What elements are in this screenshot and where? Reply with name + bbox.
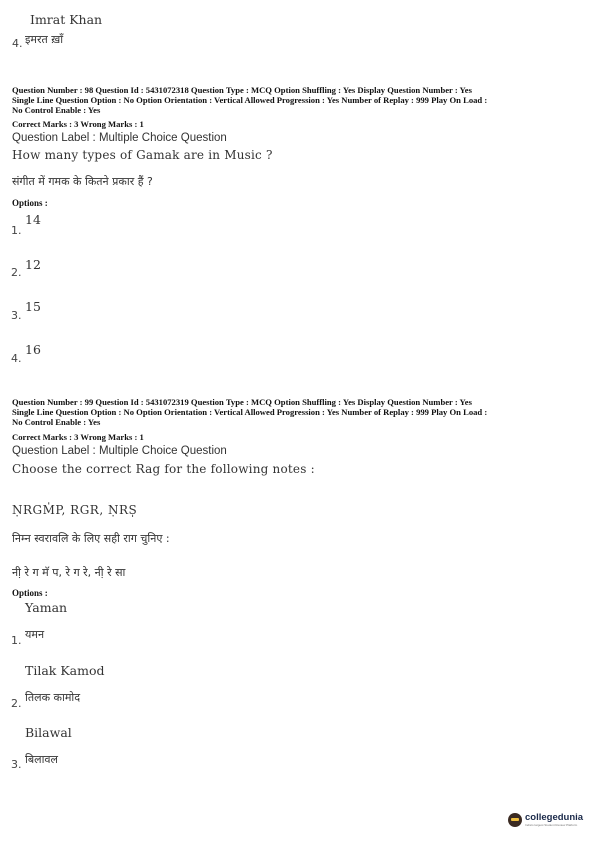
q98-option3-value[interactable]: 15 (25, 299, 41, 314)
q99-options-label: Options : (12, 588, 48, 598)
q98-option2-value[interactable]: 12 (25, 257, 41, 272)
q99-question-text-en: Choose the correct Rag for the following notes : (12, 462, 315, 476)
q98-option4-value[interactable]: 16 (25, 342, 41, 357)
q99-option1-hindi[interactable]: यमन (25, 628, 45, 641)
q98-option2-number: 2. (11, 266, 22, 279)
q98-meta-line1: Question Number : 98 Question Id : 5431072318 Question Type : MCQ Option Shuffling : Yes Display Question Number : Yes (12, 85, 472, 95)
q98-option4-number: 4. (11, 352, 22, 365)
q99-option1-english[interactable]: Yaman (25, 600, 68, 615)
q99-option3-number: 3. (11, 758, 22, 771)
collegedunia-logo (508, 812, 583, 827)
q99-meta-line3: No Control Enable : Yes (12, 417, 101, 427)
q98-option1-number: 1. (11, 224, 22, 237)
q99-question-text-hi: निम्न स्वरावलि के लिए सही राग चुनिए : (12, 532, 170, 545)
brand-tagline: India's largest Student Review Platform (525, 823, 578, 827)
prev-option4-english: Imrat Khan (30, 12, 103, 27)
prev-option4-number: 4. (12, 37, 23, 50)
q98-question-label: Question Label : Multiple Choice Question (12, 132, 227, 144)
q99-marks: Correct Marks : 3 Wrong Marks : 1 (12, 432, 144, 442)
q99-option1-number: 1. (11, 634, 22, 647)
q99-option3-hindi[interactable]: बिलावल (25, 753, 59, 766)
q99-option2-english[interactable]: Tilak Kamod (25, 663, 105, 678)
q98-options-label: Options : (12, 198, 48, 208)
q99-notes-en: ṆRGM̍P, RGR, ṆRS̩ (12, 503, 138, 517)
q98-question-text-en: How many types of Gamak are in Music ? (12, 148, 273, 162)
q99-notes-hi: नी़ रे ग मॅ प, रे ग रे, नी़ रे सा (12, 566, 126, 579)
q98-marks: Correct Marks : 3 Wrong Marks : 1 (12, 119, 144, 129)
prev-option4-hindi: इमरत ख़ाँ (25, 33, 64, 46)
q99-meta-line2: Single Line Question Option : No Option Orientation : Vertical Allowed Progression : Yes Number of Replay : 999 Play On Load : (12, 407, 488, 417)
q99-meta-line1: Question Number : 99 Question Id : 5431072319 Question Type : MCQ Option Shuffling : Yes Display Question Number : Yes (12, 397, 472, 407)
q99-option3-english[interactable]: Bilawal (25, 725, 72, 740)
q98-question-text-hi: संगीत में गमक के कितने प्रकार हैं ? (12, 175, 153, 188)
brand-name: collegedunia (525, 812, 584, 823)
q99-option2-number: 2. (11, 697, 22, 710)
q98-option1-value[interactable]: 14 (25, 212, 41, 227)
q99-option2-hindi[interactable]: तिलक कामोद (25, 691, 81, 704)
graduate-icon (508, 813, 522, 827)
q98-option3-number: 3. (11, 309, 22, 322)
q98-meta-line2: Single Line Question Option : No Option Orientation : Vertical Allowed Progression : Yes Number of Replay : 999 Play On Load : (12, 95, 488, 105)
q99-question-label: Question Label : Multiple Choice Question (12, 445, 227, 457)
q98-meta-line3: No Control Enable : Yes (12, 105, 101, 115)
